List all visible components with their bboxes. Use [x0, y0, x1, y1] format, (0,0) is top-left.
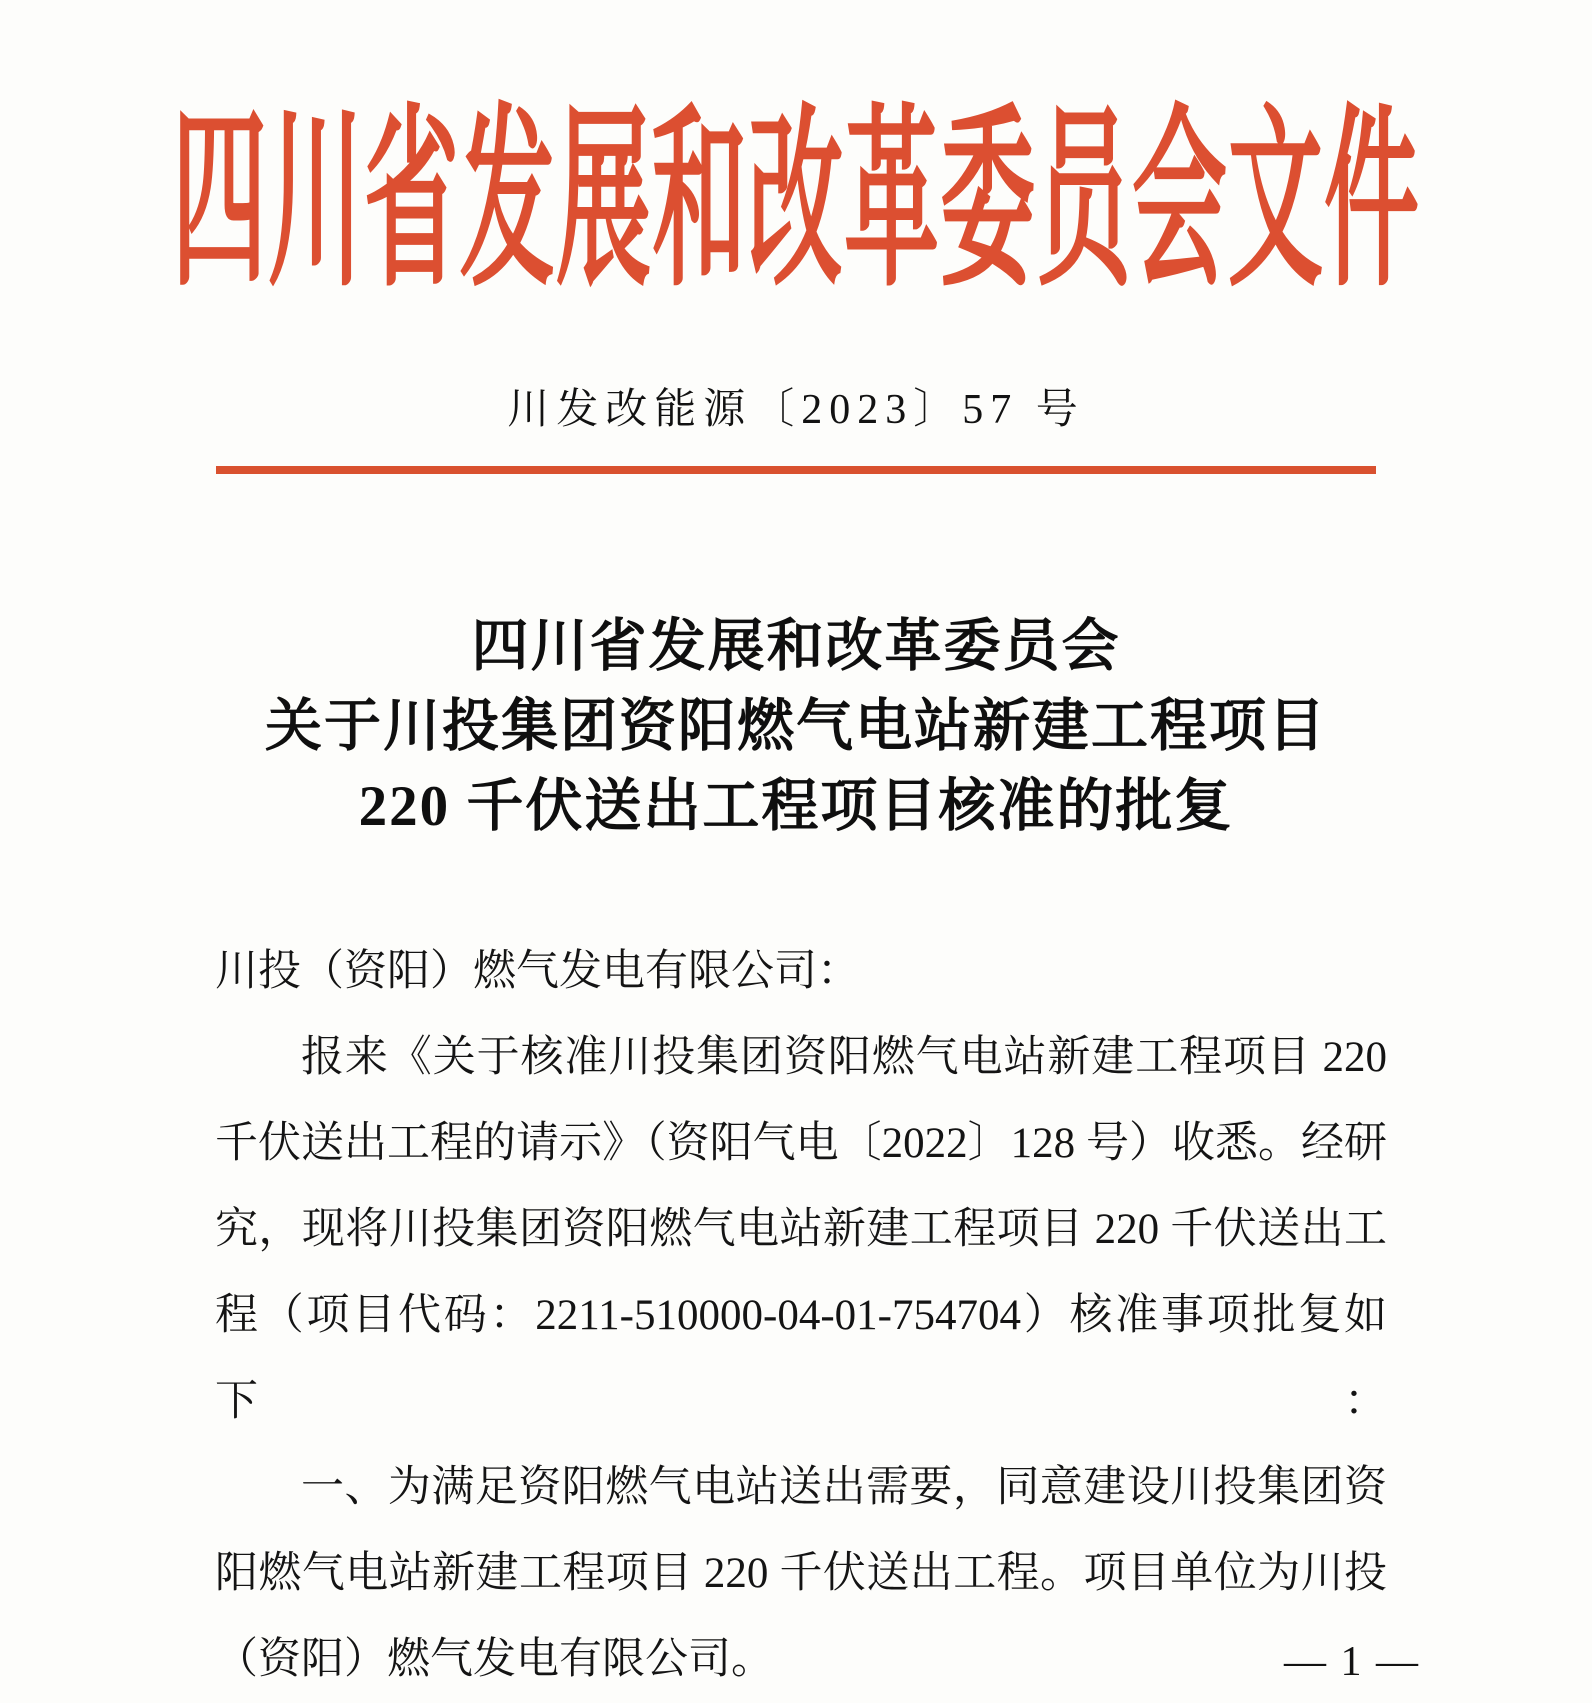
body-line-6: 阳燃气电站新建工程项目 220 千伏送出工程。项目单位为川投 — [215, 1550, 1387, 1597]
title-line-3: 220 千伏送出工程项目核准的批复 — [358, 775, 1234, 838]
body-line-3: 究，现将川投集团资阳燃气电站新建工程项目 220 千伏送出工 — [215, 1206, 1387, 1253]
body-line-2: 千伏送出工程的请示》（资阳气电〔2022〕128 号）收悉。经研 — [215, 1120, 1387, 1167]
document-body — [0, 929, 1592, 1703]
red-header-banner — [0, 92, 1592, 310]
body-line-5: 一、为满足资阳燃气电站送出需要，同意建设川投集团资 — [301, 1464, 1387, 1511]
page-number: — 1 — — [1284, 1639, 1420, 1685]
scanned-official-document — [0, 92, 1592, 1702]
recipient-salutation: 川投（资阳）燃气发电有限公司： — [215, 948, 860, 995]
document-reference-number: 川发改能源〔2023〕57 号 — [507, 387, 1085, 433]
title-line-2: 关于川投集团资阳燃气电站新建工程项目 — [265, 695, 1327, 758]
issuing-authority-banner-text: 四川省发展和改革委员会文件 — [171, 92, 1420, 310]
body-line-1: 报来《关于核准川投集团资阳燃气电站新建工程项目 220 — [301, 1034, 1387, 1081]
body-line-4: 程（项目代码：2211-510000-04-01-754704）核准事项批复如下： — [215, 1292, 1387, 1425]
document-title — [0, 607, 1592, 847]
title-line-1: 四川省发展和改革委员会 — [471, 615, 1121, 678]
body-line-7: （资阳）燃气发电有限公司。 — [215, 1636, 774, 1683]
red-divider-line — [216, 466, 1376, 474]
